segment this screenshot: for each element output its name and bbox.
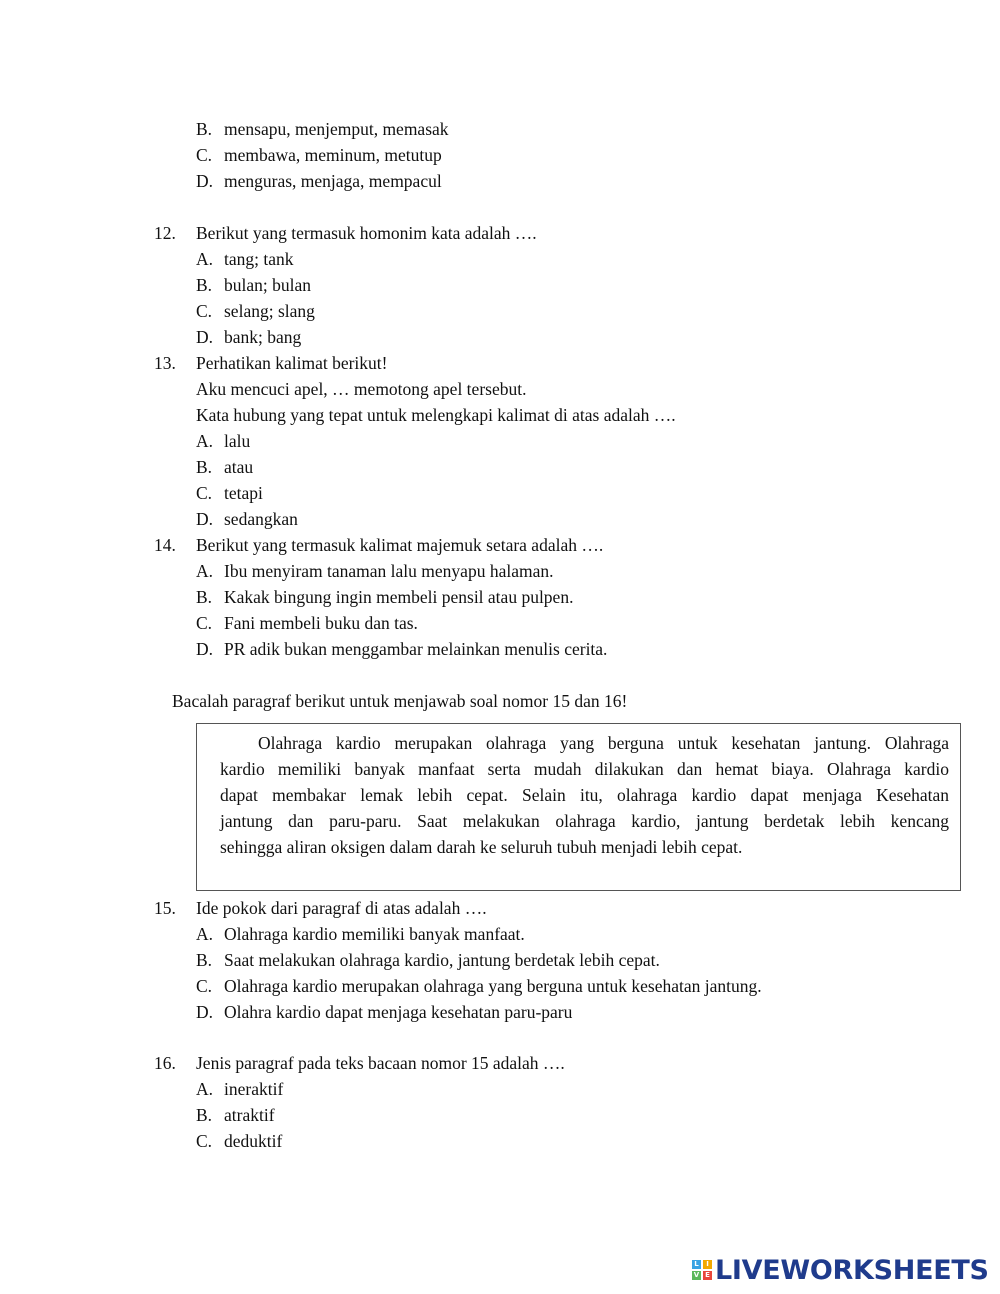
option-text: sedangkan bbox=[224, 509, 298, 529]
option-text: PR adik bukan menggambar melainkan menulis cerita. bbox=[224, 639, 608, 659]
question-stem: Berikut yang termasuk kalimat majemuk setara adalah …. bbox=[196, 535, 604, 555]
option-text: atraktif bbox=[224, 1105, 275, 1125]
option-text: bank; bang bbox=[224, 327, 302, 347]
option-letter: A. bbox=[196, 431, 214, 451]
option-text: deduktif bbox=[224, 1131, 283, 1151]
logo-mark-cell: L bbox=[692, 1260, 701, 1269]
passage-line: sehingga aliran oksigen dalam darah ke seluruh tubuh menjadi lebih cepat. bbox=[220, 837, 743, 857]
passage-line: jantung dan paru-paru. Saat melakukan olahraga kardio, jantung berdetak lebih kencang bbox=[220, 811, 949, 831]
question-prompt: Kata hubung yang tepat untuk melengkapi kalimat di atas adalah …. bbox=[196, 405, 676, 425]
question-number: 16. bbox=[154, 1053, 176, 1073]
option-letter: B. bbox=[196, 119, 213, 139]
option-letter: D. bbox=[196, 1002, 214, 1022]
option-letter: D. bbox=[196, 639, 214, 659]
option-letter: C. bbox=[196, 976, 213, 996]
passage-line: Olahraga kardio merupakan olahraga yang berguna untuk kesehatan jantung. Olahraga bbox=[258, 733, 949, 753]
option-letter: B. bbox=[196, 1105, 213, 1125]
question-number: 12. bbox=[154, 223, 176, 243]
option-letter: C. bbox=[196, 1131, 213, 1151]
logo-mark-cell: V bbox=[693, 1271, 700, 1279]
logo-mark-icon bbox=[692, 1260, 712, 1280]
reading-instruction: Bacalah paragraf berikut untuk menjawab soal nomor 15 dan 16! bbox=[172, 691, 628, 711]
option-letter: B. bbox=[196, 587, 213, 607]
option-text: atau bbox=[224, 457, 254, 477]
question-sentence: Aku mencuci apel, … memotong apel tersebut. bbox=[196, 379, 527, 399]
question-stem: Ide pokok dari paragraf di atas adalah …. bbox=[196, 898, 487, 918]
option-text: Saat melakukan olahraga kardio, jantung berdetak lebih cepat. bbox=[224, 950, 660, 970]
option-text: bulan; bulan bbox=[224, 275, 311, 295]
option-letter: D. bbox=[196, 327, 214, 347]
option-text: Olahraga kardio merupakan olahraga yang berguna untuk kesehatan jantung. bbox=[224, 976, 762, 996]
logo-mark-cell: I bbox=[703, 1260, 712, 1269]
option-letter: D. bbox=[196, 171, 214, 191]
option-letter: A. bbox=[196, 1079, 214, 1099]
option-letter: B. bbox=[196, 950, 213, 970]
option-text: Fani membeli buku dan tas. bbox=[224, 613, 418, 633]
option-text: tetapi bbox=[224, 483, 263, 503]
question-number: 15. bbox=[154, 898, 176, 918]
option-text: membawa, meminum, metutup bbox=[224, 145, 442, 165]
question-stem: Berikut yang termasuk homonim kata adalah …. bbox=[196, 223, 537, 243]
option-text: tang; tank bbox=[224, 249, 294, 269]
liveworksheets-logo[interactable] bbox=[692, 1253, 989, 1287]
option-letter: D. bbox=[196, 509, 214, 529]
option-text: Olahraga kardio memiliki banyak manfaat. bbox=[224, 924, 525, 944]
option-letter: C. bbox=[196, 301, 213, 321]
option-letter: C. bbox=[196, 145, 213, 165]
option-letter: C. bbox=[196, 613, 213, 633]
option-text: selang; slang bbox=[224, 301, 315, 321]
question-number: 13. bbox=[154, 353, 176, 373]
passage-line: kardio memiliki banyak manfaat serta mudah dilakukan dan hemat biaya. Olahraga kardio bbox=[220, 759, 949, 779]
option-text: lalu bbox=[224, 431, 251, 451]
option-text: Olahra kardio dapat menjaga kesehatan paru-paru bbox=[224, 1002, 573, 1022]
option-text: ineraktif bbox=[224, 1079, 284, 1099]
question-stem: Perhatikan kalimat berikut! bbox=[196, 353, 388, 373]
option-text: Kakak bingung ingin membeli pensil atau pulpen. bbox=[224, 587, 574, 607]
option-text: menguras, menjaga, mempacul bbox=[224, 171, 442, 191]
question-number: 14. bbox=[154, 535, 176, 555]
option-letter: B. bbox=[196, 457, 213, 477]
option-letter: B. bbox=[196, 275, 213, 295]
question-stem: Jenis paragraf pada teks bacaan nomor 15 adalah …. bbox=[196, 1053, 565, 1073]
option-letter: A. bbox=[196, 561, 214, 581]
option-text: mensapu, menjemput, memasak bbox=[224, 119, 449, 139]
option-letter: A. bbox=[196, 249, 214, 269]
logo-mark-cell: E bbox=[703, 1271, 712, 1280]
option-text: Ibu menyiram tanaman lalu menyapu halaman. bbox=[224, 561, 554, 581]
option-letter: A. bbox=[196, 924, 214, 944]
passage-line: dapat membakar lemak lebih cepat. Selain itu, olahraga kardio dapat menjaga Kesehatan bbox=[220, 785, 949, 805]
option-letter: C. bbox=[196, 483, 213, 503]
logo-text: LIVEWORKSHEETS bbox=[715, 1254, 989, 1286]
